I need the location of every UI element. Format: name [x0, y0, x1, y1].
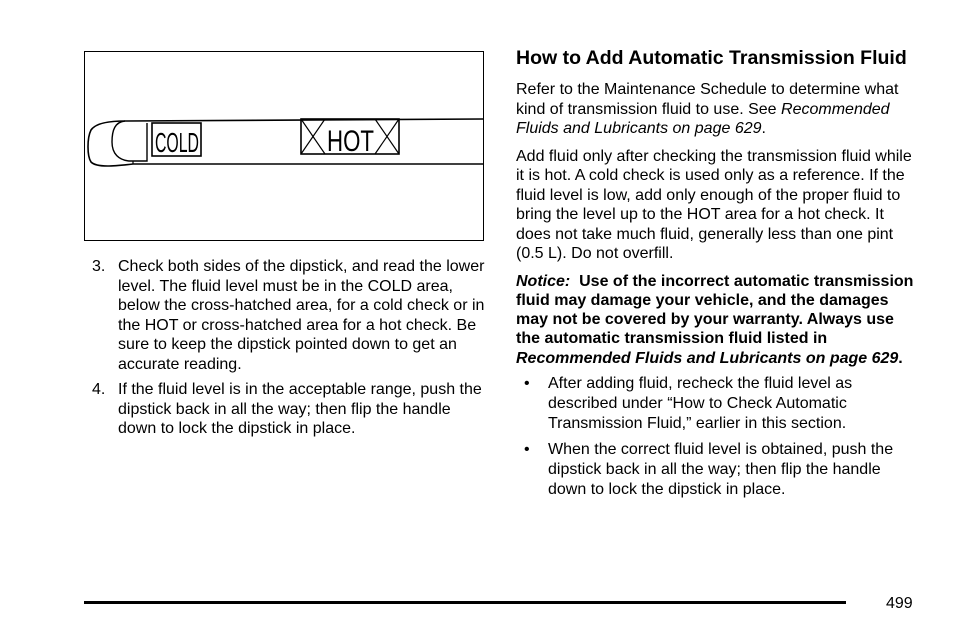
paragraph-add-fluid: Add fluid only after checking the transmission fluid while it is hot. A cold check is used only as a reference. If the fluid level is low, add only enough of the proper fluid to bring the level up to the HOT area for a hot check. It does not take much fluid, generally less than one pint (0.5 L). Do not overfill. [516, 147, 912, 262]
list-item-bullet [516, 374, 916, 434]
dipstick-illustration [84, 51, 484, 241]
paragraph-maintenance: Refer to the Maintenance Schedule to determine what kind of transmission fluid to use. See Recommended Fluids and Lubricants on page 629. [516, 81, 899, 137]
step-number: 4. [92, 381, 106, 398]
notice-label: Notice: [516, 272, 571, 290]
list-item-bullet [516, 440, 916, 500]
bullet-icon: • [524, 374, 530, 392]
page-number: 499 [886, 595, 913, 612]
steps-list [92, 257, 492, 445]
step-number: 3. [92, 258, 106, 275]
list-item-step-4 [92, 380, 492, 439]
dipstick-tip [112, 121, 147, 161]
cross-reference: Recommended Fluids and Lubricants on page 629 [516, 100, 890, 137]
hot-label: HOT [327, 125, 374, 158]
bullet-text: When the correct fluid level is obtained, push the dipstick back in all the way; then flip the handle down to lock the dipstick in place. [548, 440, 894, 498]
add-fluid-section [516, 46, 916, 506]
dipstick-drawing [85, 52, 483, 240]
list-item-step-3 [92, 257, 492, 374]
bullet-icon: • [524, 440, 530, 458]
footer-rule [84, 601, 846, 604]
bullet-text: After adding fluid, recheck the fluid level as described under “How to Check Automatic Transmission Fluid,” earlier in this section. [548, 374, 853, 432]
cold-label: COLD [155, 127, 199, 158]
step-text: Check both sides of the dipstick, and read the lower level. The fluid level must be in the COLD area, below the cross-hatched area, for a cold check or in the HOT or cross-hatched area for a hot check. Be sure to keep the dipstick pointed down to get an accurate reading. [118, 258, 485, 373]
cross-reference: Recommended Fluids and Lubricants on page 629 [516, 349, 899, 367]
section-heading: How to Add Automatic Transmission Fluid [516, 47, 907, 69]
step-text: If the fluid level is in the acceptable range, push the dipstick back in all the way; then flip the handle down to lock the dipstick in place. [118, 381, 482, 437]
notice-block: Notice: Use of the incorrect automatic transmission fluid may damage your vehicle, and the damages may not be covered by your warranty. Always use the automatic transmission fluid listed in Recommended Fluids and Lubricants on page 629. [516, 272, 914, 367]
